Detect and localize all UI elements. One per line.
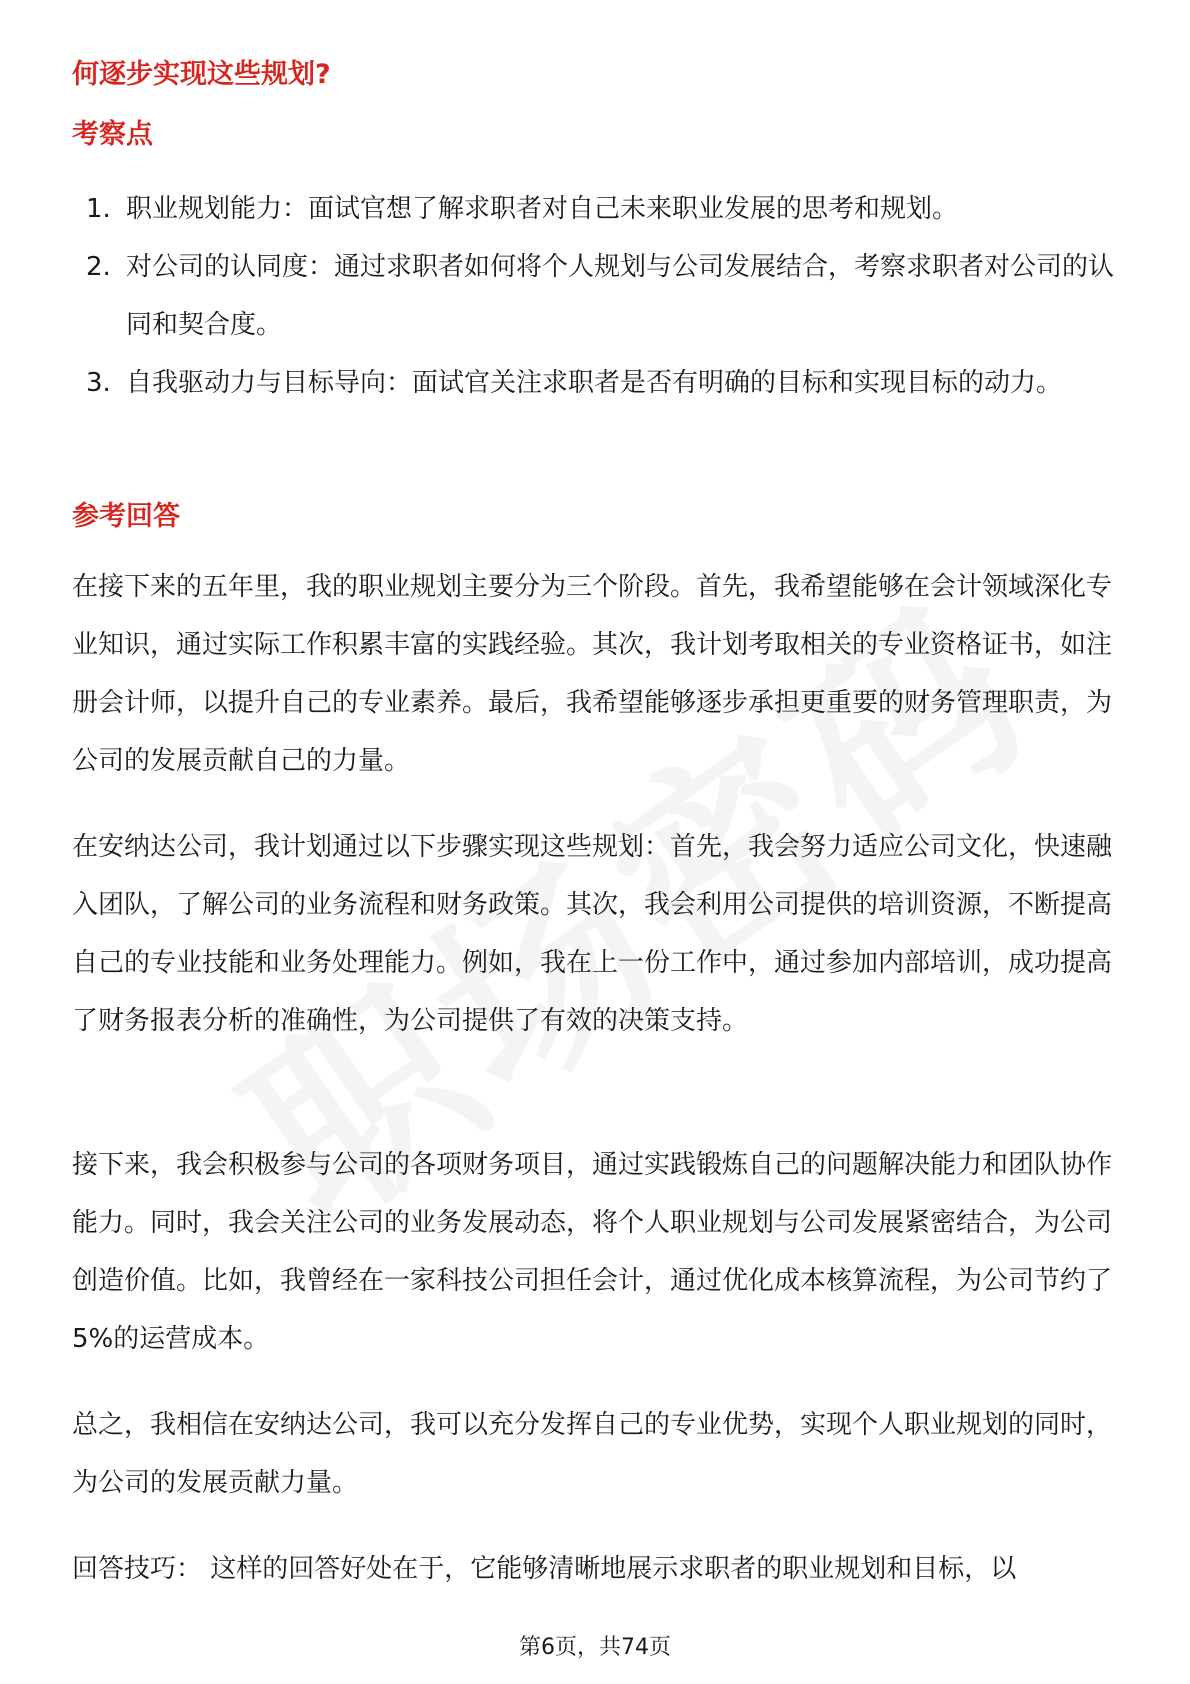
- points-list: [72, 180, 1122, 412]
- page-number-footer: 第6页，共74页: [519, 1635, 671, 1660]
- answer-paragraph: 在接下来的五年里，我的职业规划主要分为三个阶段。首先，我希望能够在会计领域深化专业知识，通过实际工作积累丰富的实践经验。其次，我计划考取相关的专业资格证书，如注册会计师，以提升自己的专业素养。最后，我希望能够逐步承担更重要的财务管理职责，为公司的发展贡献自己的力量。: [72, 572, 1113, 776]
- list-item-number: 1.: [86, 194, 111, 224]
- list-item-number: 3.: [86, 368, 111, 398]
- question-heading-tail: 何逐步实现这些规划?: [72, 59, 331, 90]
- answer-paragraph: 在安纳达公司，我计划通过以下步骤实现这些规划：首先，我会努力适应公司文化，快速融入团队，了解公司的业务流程和财务政策。其次，我会利用公司提供的培训资源，不断提高自己的专业技能和业务处理能力。例如，我在上一份工作中，通过参加内部培训，成功提高了财务报表分析的准确性，为公司提供了有效的决策支持。: [72, 832, 1113, 1036]
- list-item-text: 对公司的认同度：通过求职者如何将个人规划与公司发展结合，考察求职者对公司的认同和契合度。: [126, 252, 1115, 340]
- list-item: [72, 238, 1122, 354]
- section-heading-answer: 参考回答: [72, 501, 180, 532]
- section-heading-points: 考察点: [72, 119, 153, 150]
- list-item-text: 职业规划能力：面试官想了解求职者对自己未来职业发展的思考和规划。: [126, 194, 959, 224]
- answer-paragraph: 总之，我相信在安纳达公司，我可以充分发挥自己的专业优势，实现个人职业规划的同时，为公司的发展贡献力量。: [72, 1410, 1113, 1498]
- list-item: [72, 354, 1122, 412]
- list-item-text: 自我驱动力与目标导向：面试官关注求职者是否有明确的目标和实现目标的动力。: [126, 368, 1063, 398]
- answer-paragraph: 接下来，我会积极参与公司的各项财务项目，通过实践锻炼自己的问题解决能力和团队协作能力。同时，我会关注公司的业务发展动态，将个人职业规划与公司发展紧密结合，为公司创造价值。比如，我曾经在一家科技公司担任会计，通过优化成本核算流程，为公司节约了5%的运营成本。: [72, 1150, 1113, 1354]
- list-item: [72, 180, 1122, 238]
- tips-paragraph: 回答技巧： 这样的回答好处在于，它能够清晰地展示求职者的职业规划和目标，以: [72, 1554, 1017, 1584]
- list-item-number: 2.: [86, 252, 111, 282]
